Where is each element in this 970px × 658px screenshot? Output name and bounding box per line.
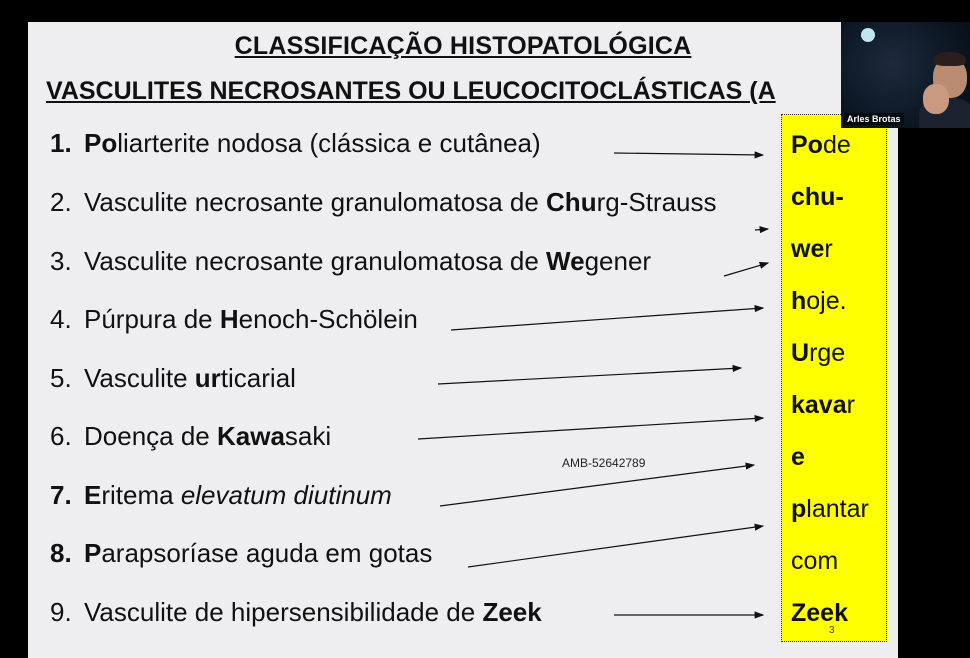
item-text-post: ritema (101, 480, 181, 510)
mnemonic-highlight: we (791, 235, 825, 263)
participant-name-label: Arles Brotas (844, 113, 904, 125)
mnemonic-word (791, 287, 847, 316)
item-text-post: gener (584, 246, 652, 276)
arrow-6 (418, 418, 763, 439)
item-number: 5. (50, 363, 72, 393)
item-text-highlight: E (84, 480, 102, 510)
item-text-highlight: Zeek (482, 597, 542, 627)
item-text-pre: Vasculite necrosante granulomatosa de (84, 246, 547, 276)
stray-mark: 3 (829, 625, 835, 636)
mnemonic-word (791, 183, 844, 212)
mnemonic-word (791, 547, 838, 576)
webcam-video-tile[interactable] (841, 22, 970, 128)
mnemonic-highlight: h (791, 287, 807, 315)
arrow-3 (724, 263, 768, 276)
item-number: 4. (50, 304, 72, 334)
arrow-8 (468, 526, 763, 567)
connector-arrows (28, 22, 898, 658)
mnemonic-highlight: chu- (791, 183, 844, 211)
presenter-hair (934, 52, 966, 66)
item-text-post: rg-Strauss (596, 187, 717, 217)
item-text-post: enoch-Schölein (238, 304, 418, 334)
mnemonic-box (781, 114, 887, 642)
item-text-post: arapsoríase aguda em gotas (101, 538, 433, 568)
mnemonic-rest: oje. (806, 287, 847, 315)
item-text-pre: Púrpura de (84, 304, 220, 334)
mnemonic-highlight: Po (791, 131, 823, 159)
item-text-highlight: P (84, 538, 102, 568)
moon-icon (861, 28, 875, 42)
item-text-italic: elevatum diutinum (180, 480, 392, 510)
item-text-pre: Vasculite (84, 363, 195, 393)
item-text-highlight: Chu (546, 187, 597, 217)
item-number: 8. (50, 538, 72, 568)
arrow-4 (451, 308, 763, 330)
slide-subtitle: VASCULITES NECROSANTES OU LEUCOCITOCLÁSTICAS (A (46, 77, 776, 105)
arrow-2 (755, 229, 768, 230)
arrow-5 (438, 368, 741, 384)
slide-title: CLASSIFICAÇÃO HISTOPATOLÓGICA (234, 32, 692, 60)
mnemonic-word (791, 131, 851, 160)
item-text-pre: Vasculite de hipersensibilidade de (84, 597, 483, 627)
mnemonic-rest: r (824, 235, 833, 263)
item-text-highlight: We (546, 246, 585, 276)
mnemonic-word (791, 235, 833, 264)
item-number: 3. (50, 246, 72, 276)
mnemonic-highlight: e (791, 443, 805, 471)
item-text-pre: Vasculite necrosante granulomatosa de (84, 187, 547, 217)
item-number: 1. (50, 128, 72, 158)
mnemonic-word (791, 391, 855, 420)
item-text-pre: Doença de (84, 421, 217, 451)
mnemonic-word (791, 495, 869, 524)
presentation-slide (28, 22, 898, 658)
mnemonic-rest: r (846, 391, 855, 419)
item-number: 6. (50, 421, 72, 451)
item-number: 9. (50, 597, 72, 627)
mnemonic-highlight: Zeek (791, 599, 848, 627)
watermark-id: AMB-52642789 (562, 456, 646, 470)
mnemonic-rest: de (822, 131, 851, 159)
mnemonic-rest: com (791, 547, 839, 575)
arrow-1 (614, 153, 763, 155)
item-text-post: liarterite nodosa (clássica e cutânea) (117, 128, 541, 158)
item-number: 2. (50, 187, 72, 217)
item-text-post: ticarial (220, 363, 296, 393)
mnemonic-highlight: U (791, 339, 810, 367)
mnemonic-highlight: kava (791, 391, 847, 419)
item-text-highlight: Po (84, 128, 118, 158)
item-number: 7. (50, 480, 72, 510)
mnemonic-word (791, 599, 848, 628)
arrow-7 (440, 465, 754, 506)
item-text-highlight: ur (194, 363, 221, 393)
mnemonic-highlight: p (791, 495, 807, 523)
mnemonic-rest: rge (809, 339, 846, 367)
mnemonic-word (791, 443, 805, 472)
mnemonic-word (791, 339, 845, 368)
mnemonic-rest: lantar (806, 495, 869, 523)
item-text-highlight: Kawa (216, 421, 285, 451)
item-text-post: saki (284, 421, 332, 451)
presenter-hand (923, 84, 949, 114)
item-text-highlight: H (219, 304, 239, 334)
